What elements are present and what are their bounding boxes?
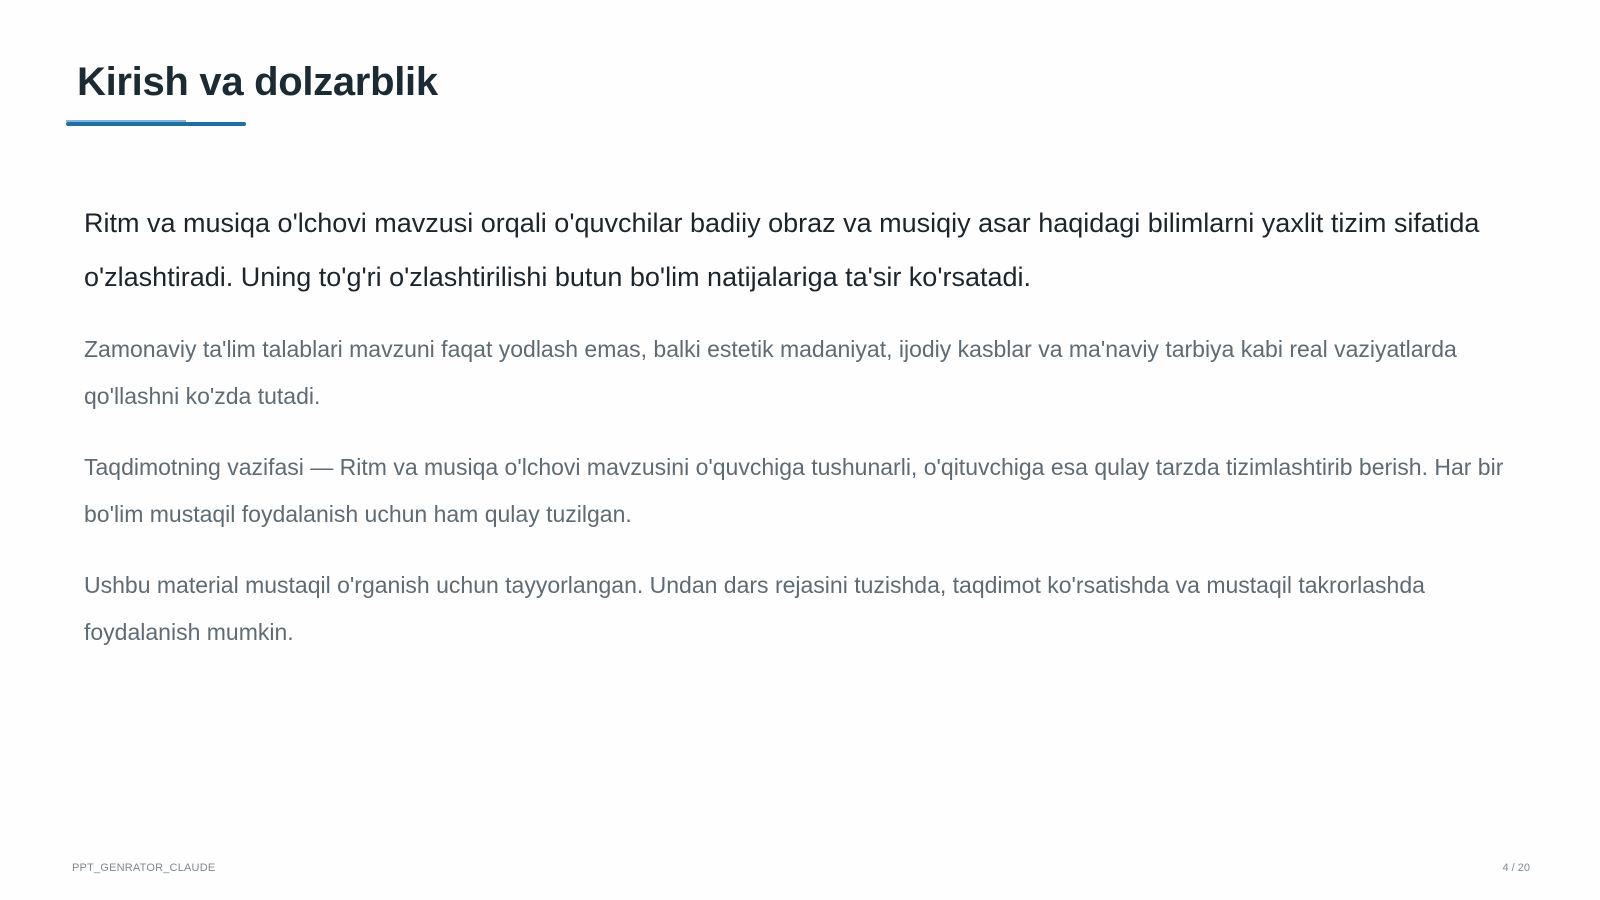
title-underline-accent	[66, 120, 186, 122]
body-paragraph: Taqdimotning vazifasi — Ritm va musiqa o'lchovi mavzusini o'quvchiga tushunarli, o'qituvchiga esa qulay tarzda tizimlashtirib berish. Har bir bo'lim mustaqil foydalanish uchun ham qulay tuzilgan.	[84, 454, 1504, 527]
body-paragraph: Zamonaviy ta'lim talablari mavzuni faqat yodlash emas, balki estetik madaniyat, ijodiy kasblar va ma'naviy tarbiya kabi real vaziyatlarda qo'llashni ko'zda tutadi.	[84, 336, 1457, 409]
title-underline	[66, 122, 246, 126]
slide-content	[84, 196, 1504, 680]
lead-paragraph: Ritm va musiqa o'lchovi mavzusi orqali o'quvchilar badiiy obraz va musiqiy asar haqidagi bilimlarni yaxlit tizim sifatida o'zlashtiradi. Uning to'g'ri o'zlashtirilishi butun bo'lim natijalariga ta'sir ko'rsatadi.	[84, 208, 1480, 292]
page-number: 4 / 20	[1502, 862, 1530, 874]
footer-source-label: PPT_GENRATOR_CLAUDE	[72, 862, 216, 874]
slide-title: Kirish va dolzarblik	[77, 60, 438, 104]
body-paragraph: Ushbu material mustaqil o'rganish uchun tayyorlangan. Undan dars rejasini tuzishda, taqdimot ko'rsatishda va mustaqil takrorlashda foydalanish mumkin.	[84, 572, 1425, 645]
